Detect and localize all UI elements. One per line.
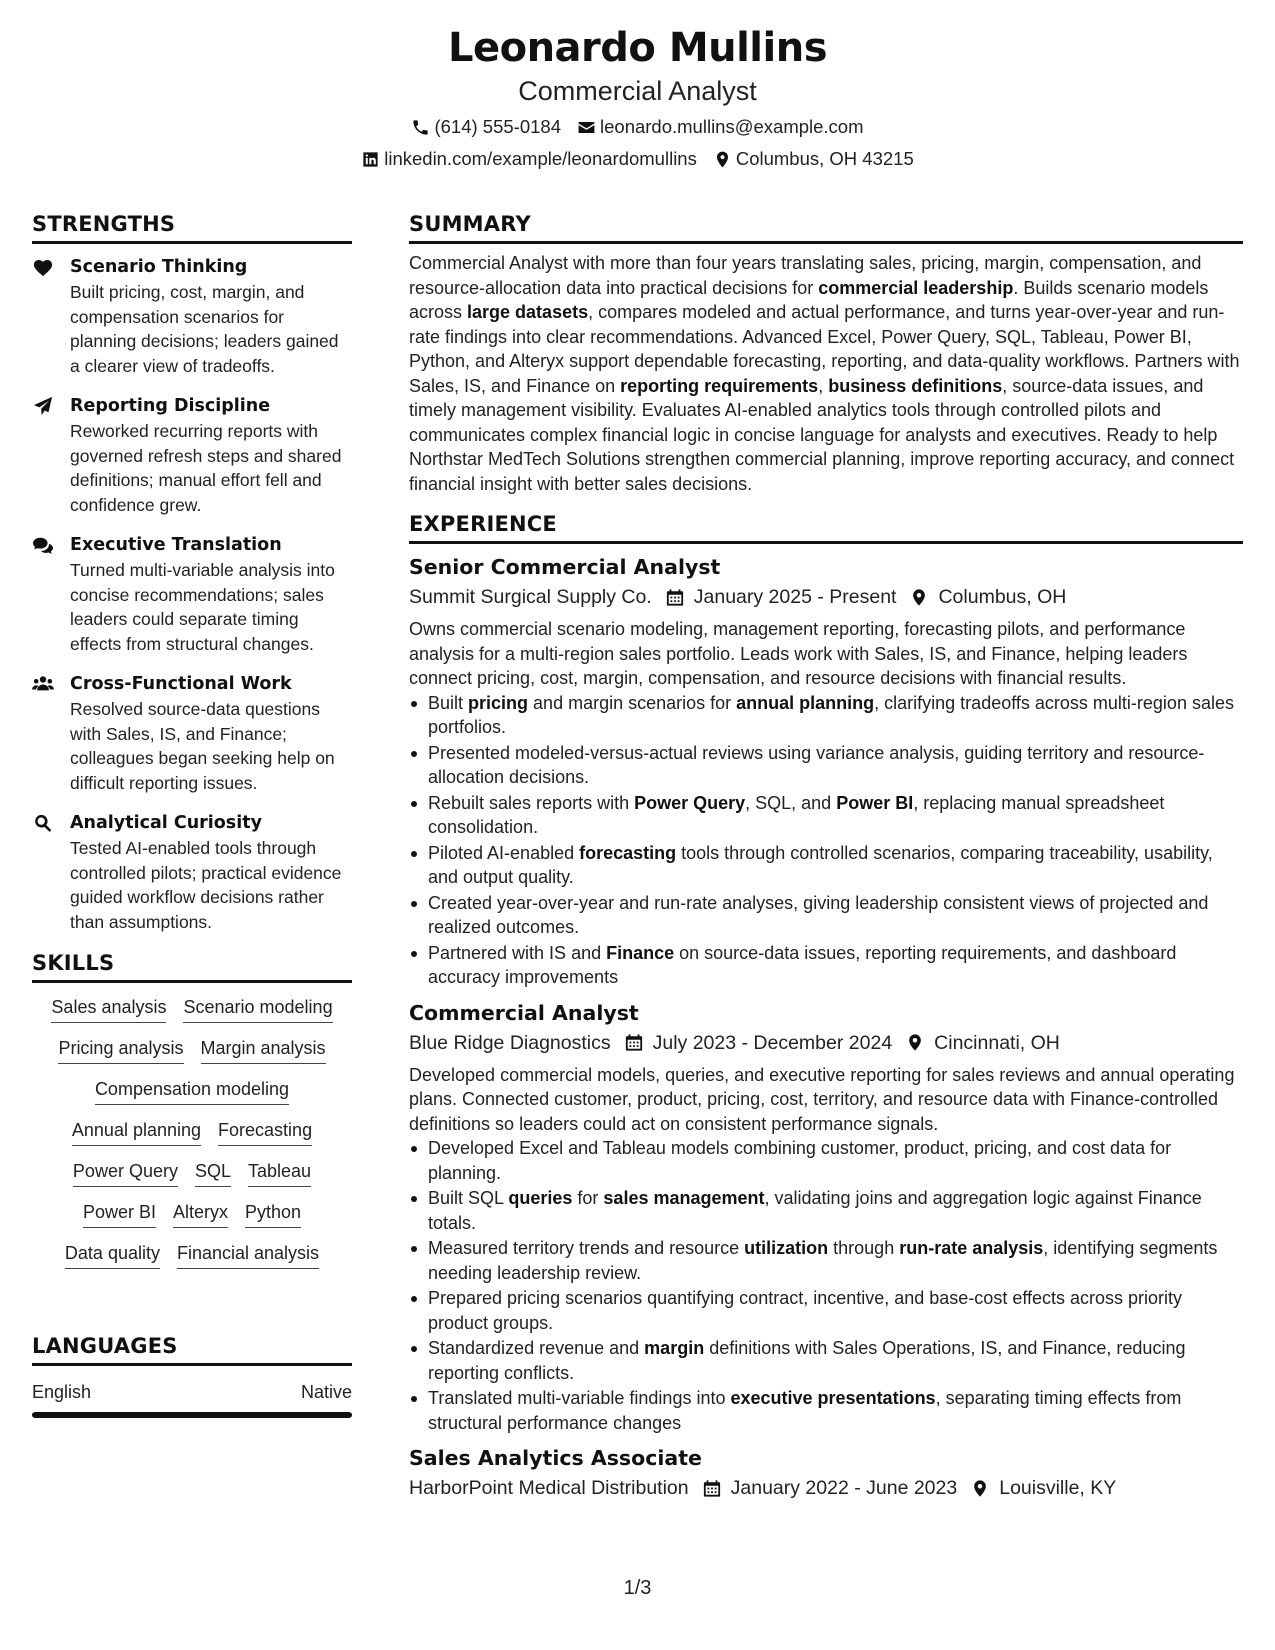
skill-tag: Data quality [65, 1241, 160, 1269]
bold-text: Power BI [836, 792, 914, 813]
map-pin-icon [713, 150, 732, 169]
email-text: leonardo.mullins@example.com [600, 116, 864, 137]
bullet-item [409, 1136, 1243, 1185]
heart-icon [32, 257, 54, 277]
location-text: Columbus, OH 43215 [735, 148, 914, 169]
strength-title: Analytical Curiosity [70, 813, 262, 833]
job-dates [625, 1028, 893, 1058]
skill-row [83, 1200, 301, 1228]
text-run: Measured territory trends and resource [428, 1238, 745, 1258]
text-run: , SQL, and [745, 792, 837, 813]
strength-desc: Turned multi-variable analysis into concise recommendations; sales leaders could separate timing effects from structural changes. [70, 560, 335, 654]
bold-text: executive presentations [730, 1388, 936, 1408]
job-meta [409, 1473, 1243, 1503]
job-location-text: Columbus, OH [938, 586, 1067, 608]
bold-text: reporting requirements [620, 375, 819, 396]
skill-row [51, 995, 332, 1023]
text-run: Commercial Analyst with more than four years translating sales, pricing, margin, compensation, and resource-allocation data into practical decisions for [409, 253, 1202, 298]
job-company: Blue Ridge Diagnostics [409, 1031, 611, 1054]
bold-text: business definitions [828, 375, 1003, 396]
skill-tag: Sales analysis [51, 995, 166, 1023]
job-meta [409, 582, 1243, 612]
bullet-item [409, 741, 1243, 790]
bold-text: sales management [603, 1188, 765, 1208]
text-run: and margin scenarios for [528, 692, 737, 713]
language-name: English [32, 1382, 92, 1402]
bold-text: pricing [468, 692, 529, 713]
text-run: Developed Excel and Tableau models combining customer, product, pricing, and cost data for planning. [428, 1138, 1172, 1183]
skill-tag: Tableau [248, 1159, 311, 1187]
calendar-icon [625, 1033, 643, 1052]
skill-row [73, 1159, 311, 1187]
experience-list [409, 553, 1243, 1503]
linkedin-icon [361, 150, 380, 169]
skill-row [65, 1241, 319, 1269]
envelope-icon [577, 118, 596, 137]
bold-text: queries [508, 1188, 573, 1208]
summary-text [409, 251, 1243, 496]
skill-tag: Financial analysis [177, 1241, 319, 1269]
job-description: Owns commercial scenario modeling, management reporting, forecasting pilots, and performance analysis for a multi-region sales portfolio. Leads work with Sales, IS, and Finance, helping leaders connect pricing, cost, margin, compensation, and resource decisions with financial results. [409, 619, 1188, 688]
skill-tag: Power Query [73, 1159, 178, 1187]
calendar-icon [703, 1479, 721, 1498]
bold-text: run-rate analysis [899, 1238, 1044, 1258]
text-run: Partnered with IS and [428, 942, 607, 963]
job-location [910, 582, 1066, 612]
job-dates-text: July 2023 - December 2024 [652, 1031, 893, 1054]
skill-tag: Margin analysis [201, 1036, 326, 1064]
job-title: Senior Commercial Analyst [409, 555, 721, 579]
contact-phone[interactable] [411, 114, 561, 140]
candidate-role: Commercial Analyst [518, 76, 757, 106]
text-run: , separating timing effects from structural performance changes [428, 1388, 1182, 1433]
map-pin-icon [971, 1479, 989, 1498]
strength-title: Executive Translation [70, 535, 282, 555]
strength-item [32, 393, 352, 517]
skill-tag: Python [245, 1200, 301, 1228]
map-pin-icon [906, 1033, 924, 1052]
bold-text: large datasets [467, 302, 589, 322]
job-entry [409, 1444, 1243, 1503]
job-dates [666, 582, 897, 612]
skill-tag: Pricing analysis [58, 1036, 183, 1064]
bullet-item [409, 1386, 1243, 1435]
bullet-item [409, 1286, 1243, 1335]
skill-row [95, 1077, 289, 1105]
language-item [32, 1380, 352, 1404]
strength-item [32, 810, 352, 934]
phone-text: (614) 555-0184 [434, 116, 561, 137]
text-run: Built [428, 692, 469, 713]
paper-plane-icon [32, 396, 54, 416]
text-run: definitions with Sales Operations, IS, and Finance, reducing reporting conflicts. [428, 1338, 1186, 1383]
strength-desc: Built pricing, cost, margin, and compensation scenarios for planning decisions; leaders gained a clearer view of tradeoffs. [70, 282, 339, 376]
phone-icon [411, 118, 430, 137]
job-company: Summit Surgical Supply Co. [409, 586, 652, 608]
strength-title: Reporting Discipline [70, 396, 271, 416]
text-run: , compares modeled and actual performance, and turns year-over-year and run-rate findings into clear recommendations. Advanced Excel, Power Query, SQL, Tableau, Power BI, Python, and Alteryx support dependable forecasting, reporting, and data-quality workflows. Partners with Sales, IS, and Finance on [409, 302, 1240, 396]
linkedin-text: linkedin.com/example/leonardomullins [384, 148, 697, 169]
resume-header [0, 22, 1275, 172]
skills-heading: SKILLS [32, 949, 352, 983]
text-run: Rebuilt sales reports with [428, 792, 635, 813]
job-dates [703, 1473, 958, 1503]
users-icon [32, 674, 54, 694]
languages-heading: LANGUAGES [32, 1332, 352, 1366]
experience-heading: EXPERIENCE [409, 510, 1243, 544]
contact-email[interactable] [577, 114, 864, 140]
strength-item [32, 532, 352, 656]
job-location [906, 1028, 1060, 1058]
bold-text: forecasting [579, 842, 677, 863]
job-company: HarborPoint Medical Distribution [409, 1477, 689, 1499]
job-title: Sales Analytics Associate [409, 1446, 702, 1470]
language-level: Native [300, 1382, 352, 1402]
job-location-text: Louisville, KY [999, 1477, 1117, 1499]
bullet-item [409, 791, 1243, 840]
comments-icon [32, 535, 54, 555]
bold-text: Finance [606, 942, 675, 963]
skill-tag: Power BI [83, 1200, 156, 1228]
text-run: Translated multi-variable findings into [428, 1388, 731, 1408]
job-dates-text: January 2025 - Present [693, 586, 897, 608]
right-column [409, 210, 1243, 1503]
job-location-text: Cincinnati, OH [934, 1031, 1060, 1054]
bullet-item [409, 841, 1243, 890]
text-run: , replacing manual spreadsheet consolidation. [428, 792, 1165, 837]
job-title: Commercial Analyst [409, 1000, 639, 1025]
skills-list [32, 995, 352, 1282]
job-bullets [409, 1136, 1243, 1435]
job-entry [409, 999, 1243, 1436]
strength-title: Cross-Functional Work [70, 674, 292, 694]
contact-linkedin[interactable] [361, 146, 697, 172]
skill-tag: Scenario modeling [183, 995, 332, 1023]
contact-row-primary [0, 114, 1275, 140]
calendar-icon [666, 588, 684, 607]
left-column [32, 210, 352, 1418]
skill-tag: Annual planning [72, 1118, 201, 1146]
skill-row [72, 1118, 312, 1146]
strengths-list [32, 254, 352, 934]
contact-location [713, 146, 914, 172]
bullet-item [409, 1236, 1243, 1285]
text-run: Built SQL [428, 1188, 509, 1208]
skill-row [58, 1036, 325, 1064]
text-run: , clarifying tradeoffs across multi-region sales portfolios. [428, 692, 1234, 737]
skill-tag: Alteryx [173, 1200, 228, 1228]
job-bullets [409, 691, 1243, 990]
text-run: on source-data issues, reporting requirements, and dashboard accuracy improvements [428, 942, 1177, 987]
bold-text: Power Query [634, 792, 746, 813]
text-run: , [818, 375, 829, 396]
text-run: tools through controlled scenarios, comparing traceability, usability, and output quality. [428, 842, 1213, 887]
bold-text: utilization [744, 1238, 829, 1258]
text-run: , validating joins and aggregation logic against Finance totals. [428, 1188, 1202, 1233]
search-icon [32, 813, 54, 833]
text-run: for [572, 1188, 604, 1208]
strengths-heading: STRENGTHS [32, 210, 352, 244]
text-run: , identifying segments needing leadership review. [428, 1238, 1218, 1283]
bullet-item [409, 941, 1243, 990]
job-dates-text: January 2022 - June 2023 [730, 1477, 958, 1499]
text-run: Prepared pricing scenarios quantifying contract, incentive, and base-cost effects across priority product groups. [428, 1288, 1183, 1333]
bold-text: commercial leadership [818, 277, 1014, 298]
skill-tag: Forecasting [218, 1118, 312, 1146]
job-location [971, 1473, 1116, 1503]
text-run: Standardized revenue and [428, 1338, 645, 1358]
map-pin-icon [910, 588, 928, 607]
skill-tag: SQL [195, 1159, 231, 1187]
text-run: Presented modeled-versus-actual reviews using variance analysis, guiding territory and resource-allocation decisions. [428, 742, 1205, 787]
text-run: Piloted AI-enabled [428, 842, 580, 863]
text-run: . Builds scenario models across [409, 277, 1209, 322]
skill-tag: Compensation modeling [95, 1077, 289, 1105]
job-description: Developed commercial models, queries, and executive reporting for sales reviews and annual operating plans. Connected customer, product, pricing, cost, territory, and resource data with Finance-controlled definitions so leaders could act on consistent performance signals. [409, 1064, 1235, 1134]
bullet-item [409, 1186, 1243, 1235]
language-proficiency-bar [32, 1412, 352, 1418]
bullet-item [409, 1336, 1243, 1385]
strength-item [32, 671, 352, 795]
summary-heading: SUMMARY [409, 210, 1243, 244]
page-number: 1/3 [623, 1577, 652, 1599]
text-run: Created year-over-year and run-rate analyses, giving leadership consistent views of projected and realized outcomes. [428, 892, 1209, 937]
contact-row-secondary [0, 146, 1275, 172]
job-meta [409, 1028, 1243, 1058]
candidate-name: Leonardo Mullins [447, 25, 828, 71]
job-entry [409, 553, 1243, 990]
strength-desc: Resolved source-data questions with Sales, IS, and Finance; colleagues began seeking help on difficult reporting issues. [70, 699, 335, 793]
text-run: through [828, 1238, 900, 1258]
strength-item [32, 254, 352, 378]
bold-text: annual planning [736, 692, 875, 713]
text-run: , source-data issues, and timely management visibility. Evaluates AI-enabled analytics tools through controlled pilots and communicates complex financial logic in concise language for analysts and executives. Ready to help Northstar MedTech Solutions strengthen commercial planning, improve reporting accuracy, and connect financial insight with better sales decisions. [409, 375, 1235, 494]
strength-title: Scenario Thinking [70, 257, 248, 277]
bullet-item [409, 691, 1243, 740]
bullet-item [409, 891, 1243, 940]
strength-desc: Reworked recurring reports with governed refresh steps and shared definitions; manual effort fell and confidence grew. [70, 421, 342, 515]
strength-desc: Tested AI-enabled tools through controlled pilots; practical evidence guided workflow decisions rather than assumptions. [70, 838, 342, 932]
bold-text: margin [644, 1338, 705, 1358]
